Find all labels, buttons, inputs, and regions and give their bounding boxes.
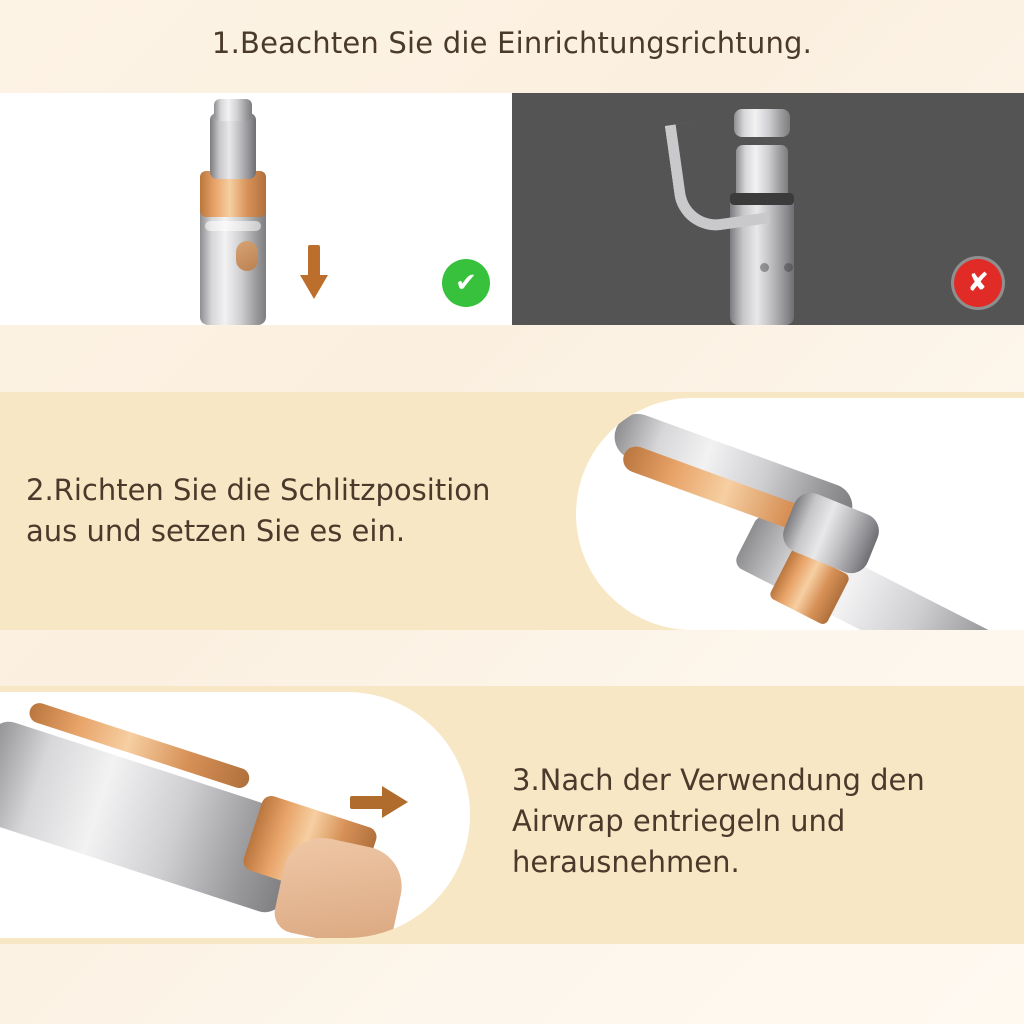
device-head — [210, 113, 256, 179]
check-badge: ✔ — [442, 259, 490, 307]
step-1-correct-panel — [0, 93, 512, 325]
step-2-photo — [576, 398, 1024, 630]
step-1-incorrect-panel — [512, 93, 1024, 325]
step-2-text: 2.Richten Sie die Schlitzposition aus und setzen Sie es ein. — [26, 473, 491, 549]
step-1-title: 1.Beachten Sie die Einrichtungsrichtung. — [211, 26, 813, 60]
device-dot — [760, 263, 769, 272]
device-ring — [205, 221, 261, 231]
step-3-text: 3.Nach der Verwendung den Airwrap entriegeln und herausnehmen. — [512, 763, 925, 880]
device-dot — [784, 263, 793, 272]
cross-badge: ✘ — [954, 259, 1002, 307]
device-button — [236, 241, 258, 271]
arrow-down-icon — [300, 245, 328, 301]
device-cap — [214, 99, 252, 121]
arrow-right-icon — [350, 786, 412, 818]
device-hook — [665, 113, 771, 236]
step-1-panels — [0, 93, 1024, 325]
